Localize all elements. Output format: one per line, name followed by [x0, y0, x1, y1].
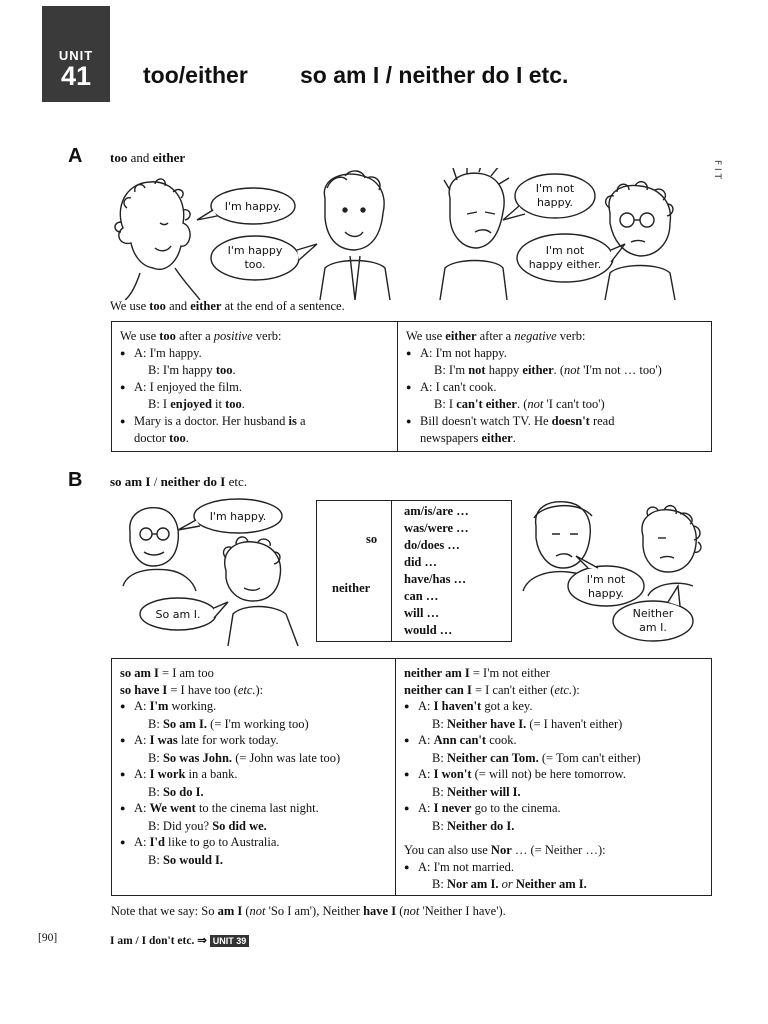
bubble-im-happy: [197, 188, 295, 224]
bullet-icon: [404, 698, 418, 716]
table-verb: do/does …: [404, 538, 460, 552]
bubble-im-not-happy: [503, 174, 595, 220]
table-verb: would …: [404, 623, 453, 637]
too-example-line: doctor too.: [134, 431, 189, 445]
so-example-line: ●A: I was late for work today.: [120, 732, 387, 750]
svg-text:am I.: am I.: [639, 621, 667, 634]
svg-text:I'm not: I'm not: [535, 182, 575, 195]
nor-example-line: B: Nor am I. or Neither am I.: [432, 877, 587, 891]
neither-example-line: ●A: Ann can't cook.: [404, 732, 703, 750]
table-verb: will …: [404, 606, 440, 620]
table-verb: am/is/are …: [404, 504, 469, 518]
cross-reference-link[interactable]: [110, 933, 249, 947]
bullet-icon: [120, 732, 134, 750]
woman-not-happy-figure: [605, 182, 675, 300]
title-so-am-i: so am I / neither do I etc.: [300, 62, 569, 88]
svg-text:too.: too.: [244, 258, 266, 271]
so-example-line: B: So am I. (= I'm working too): [148, 716, 309, 731]
neither-example-line: ●A: I never go to the cinema.: [404, 800, 703, 818]
either-example-line: B: I'm not happy either. (not 'I'm not … too'): [434, 363, 662, 377]
too-example-line: ●Mary is a doctor. Her husband is a: [120, 413, 389, 431]
table-word-neither: neither: [332, 581, 371, 595]
neither-definition: neither am I = I'm not either: [404, 666, 550, 680]
either-example-line: ●Bill doesn't watch TV. He doesn't read: [406, 413, 703, 431]
so-example-line: ●A: I'd like to go to Australia.: [120, 834, 387, 852]
young-woman-figure: [642, 506, 701, 596]
section-a-examples-panel: [111, 321, 712, 452]
page-number: [90]: [38, 932, 58, 944]
bullet-icon: [120, 766, 134, 784]
man-happy-figure: [320, 171, 390, 300]
svg-text:happy.: happy.: [587, 587, 625, 600]
either-example-line: newspapers either.: [420, 431, 516, 445]
section-b-left-illustration: [108, 496, 313, 646]
unit-badge: [42, 6, 110, 102]
bubble-not-happy-either: [517, 234, 625, 282]
so-example-line: ●A: I work in a bank.: [120, 766, 387, 784]
table-verb: was/were …: [404, 521, 469, 535]
table-word-so: so: [366, 532, 378, 546]
svg-text:I'm happy.: I'm happy.: [209, 510, 267, 523]
table-verb: have/has …: [404, 572, 467, 586]
either-examples-column: [397, 322, 711, 451]
too-example-line: ●A: I enjoyed the film.: [120, 379, 389, 397]
svg-text:I'm happy: I'm happy: [227, 244, 283, 257]
so-example-line: B: So do I.: [148, 784, 204, 799]
neither-example-line: B: Neither can Tom. (= Tom can't either): [432, 750, 641, 765]
bullet-icon: [120, 345, 134, 363]
unit-reference-badge[interactable]: UNIT 39: [210, 935, 250, 947]
section-b-right-illustration: [518, 496, 708, 646]
unit-label: UNIT: [58, 48, 94, 63]
so-example-line: B: So was John. (= John was late too): [148, 750, 341, 765]
either-example-line: ●A: I'm not happy.: [406, 345, 703, 363]
too-example-line: ●A: I'm happy.: [120, 345, 389, 363]
too-intro: We use too after a positive verb:: [120, 329, 282, 343]
side-margin-mark: F I T: [712, 160, 722, 180]
man-not-happy-figure: [440, 168, 509, 300]
so-definition: so am I = I am too: [120, 666, 214, 680]
nor-intro: You can also use Nor … (= Neither …):: [404, 843, 606, 857]
bullet-icon: [120, 800, 134, 818]
so-example-line: B: So would I.: [148, 852, 224, 867]
too-example-line: B: I'm happy too.: [148, 363, 236, 377]
svg-text:Neither: Neither: [632, 607, 674, 620]
so-example-line: ●A: I'm working.: [120, 698, 387, 716]
svg-text:So am I.: So am I.: [155, 608, 201, 621]
bullet-icon: [406, 379, 420, 397]
neither-example-line: B: Neither have I. (= I haven't either): [432, 716, 623, 731]
bubble-b-im-not-happy: [568, 556, 644, 606]
too-example-line: B: I enjoyed it too.: [148, 397, 245, 411]
neither-definition: neither can I = I can't either (etc.):: [404, 682, 580, 697]
neither-example-line: ●A: I haven't got a key.: [404, 698, 703, 716]
bullet-icon: [404, 732, 418, 750]
section-b-note: Note that we say: So am I (not 'So I am'), Neither have I (not 'Neither I have').: [111, 904, 506, 918]
old-man-figure: [123, 508, 196, 591]
section-a-rule-note: We use too and either at the end of a sentence.: [110, 299, 345, 313]
neither-example-line: B: Neither will I.: [432, 784, 521, 799]
bullet-icon: [404, 800, 418, 818]
so-example-line: ●A: We went to the cinema last night.: [120, 800, 387, 818]
section-b-heading: so am I / neither do I etc.: [110, 474, 247, 489]
woman-happy-figure: [115, 179, 200, 300]
so-definition: so have I = I have too (etc.):: [120, 682, 264, 697]
so-example-line: B: Did you? So did we.: [148, 818, 267, 833]
either-example-line: B: I can't either. (not 'I can't too'): [434, 397, 605, 411]
unit-number: 41: [60, 61, 92, 91]
bullet-icon: [120, 379, 134, 397]
bubble-so-am-i: [140, 598, 228, 630]
so-examples-column: [112, 659, 395, 895]
either-intro: We use either after a negative verb:: [406, 329, 586, 343]
section-a-letter: A: [68, 145, 83, 167]
bullet-icon: [406, 413, 420, 431]
title-too-either: too/either: [143, 62, 248, 88]
bullet-icon: [406, 345, 420, 363]
table-verb: did …: [404, 555, 438, 569]
cross-reference-text: I am / I don't etc. ⇒: [110, 935, 207, 947]
section-a-heading: too and either: [110, 150, 186, 165]
neither-example-line: ●A: I won't (= will not) be here tomorrow.: [404, 766, 703, 784]
neither-example-line: B: Neither do I.: [432, 818, 515, 833]
nor-example-line: ●A: I'm not married.: [404, 859, 703, 877]
neither-examples-column: [395, 659, 711, 895]
table-verb: can …: [404, 589, 439, 603]
bullet-icon: [120, 413, 134, 431]
either-example-line: ●A: I can't cook.: [406, 379, 703, 397]
old-woman-figure: [224, 537, 298, 646]
svg-text:happy.: happy.: [536, 196, 574, 209]
bullet-icon: [404, 766, 418, 784]
too-examples-column: [112, 322, 397, 451]
section-a-illustration: [105, 168, 705, 300]
svg-text:happy either.: happy either.: [528, 258, 602, 271]
bullet-icon: [120, 834, 134, 852]
section-b-letter: B: [68, 469, 83, 491]
svg-text:I'm not: I'm not: [545, 244, 585, 257]
bubble-im-happy-too: [211, 236, 317, 280]
bubble-text-im-happy: I'm happy.: [224, 200, 282, 213]
so-neither-table: [316, 500, 512, 642]
bubble-b-im-happy: [178, 499, 282, 533]
bullet-icon: [404, 859, 418, 877]
bullet-icon: [120, 698, 134, 716]
svg-text:I'm not: I'm not: [586, 573, 626, 586]
section-b-examples-panel: [111, 658, 712, 896]
